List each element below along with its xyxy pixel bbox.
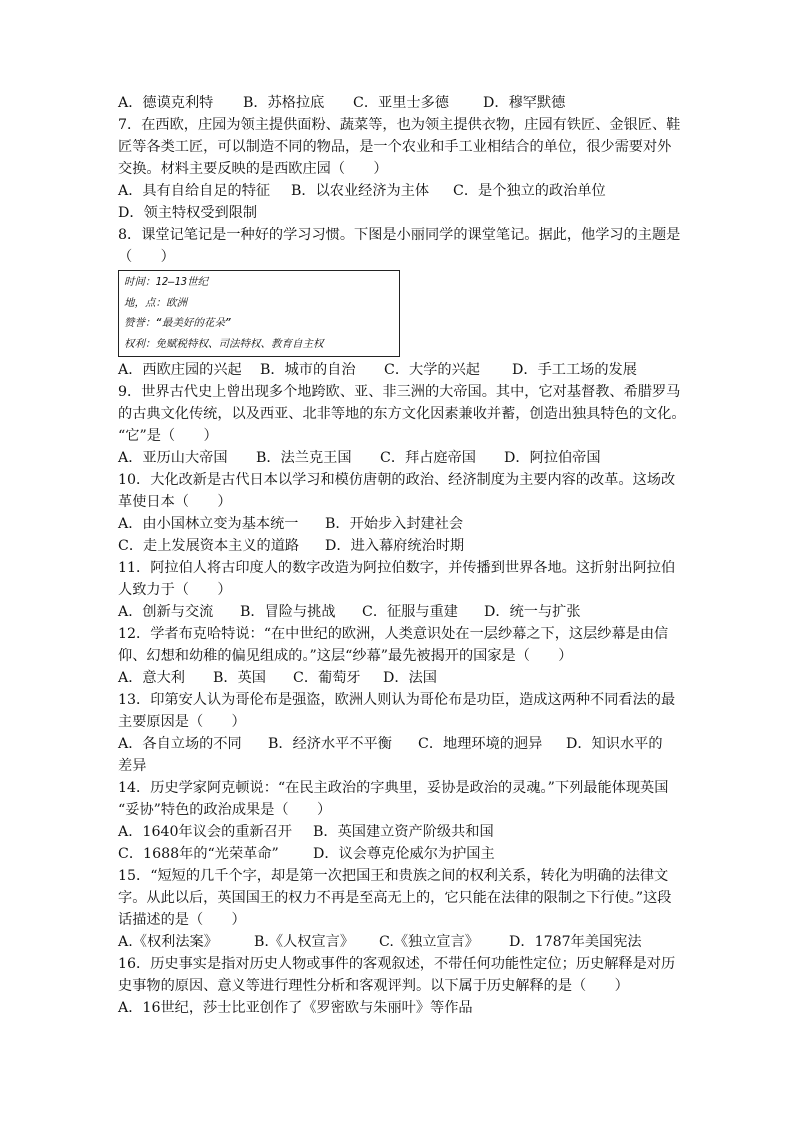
q14-options xyxy=(118,843,680,865)
option-a[interactable]: A．各自立场的不同 xyxy=(118,736,242,752)
question-text: 8．课堂记笔记是一种好的学习习惯。下图是小丽同学的课堂笔记。据此，他学习的主题是 xyxy=(118,227,681,243)
option-a[interactable]: A.《权利法案》 xyxy=(118,934,218,950)
option-b[interactable]: B．冒险与挑战 xyxy=(240,604,336,620)
option-a[interactable]: A．具有自给自足的特征 xyxy=(118,183,271,199)
option-b[interactable]: B．英国 xyxy=(213,670,266,686)
option-d[interactable]: D．统一与扩张 xyxy=(484,604,581,620)
option-a[interactable]: A．德谟克利特 xyxy=(118,95,214,111)
q6-options xyxy=(118,92,680,114)
q11-options xyxy=(118,601,680,623)
question-text: 16．历史事实是指对历史人物或事件的客观叙述，不带任何功能性定位；历史解释是对历 xyxy=(118,956,676,972)
option-d[interactable]: D．法国 xyxy=(383,670,437,686)
question-text: 15．“短短的几千个字，却是第一次把国王和贵族之间的权利关系，转化为明确的法律文 xyxy=(118,868,669,884)
option-b[interactable]: B．城市的自治 xyxy=(260,362,356,378)
note-rights: 权利：免赋税特权、司法特权、教育自主权 xyxy=(124,337,324,350)
question-text: 人致力于（ ） xyxy=(118,582,232,598)
option-c[interactable]: C．地理环境的迥异 xyxy=(418,736,543,752)
q13-options xyxy=(118,733,680,755)
option-b[interactable]: B．法兰克王国 xyxy=(256,450,352,466)
option-d[interactable]: D．阿拉伯帝国 xyxy=(504,450,601,466)
option-a[interactable]: A．西欧庄园的兴起 xyxy=(118,362,242,378)
question-text: 12．学者布克哈特说：“在中世纪的欧洲，人类意识处在一层纱幕之下，这层纱幕是由信 xyxy=(118,626,669,642)
option-c[interactable]: C．大学的兴起 xyxy=(384,362,480,378)
q16-options xyxy=(118,997,680,1019)
option-a[interactable]: A．由小国林立变为基本统一 xyxy=(118,516,299,532)
class-note-box xyxy=(118,270,400,357)
q14-options xyxy=(118,821,680,843)
exam-page xyxy=(118,92,686,1019)
question-text: 7．在西欧，庄园为领主提供面粉、蔬菜等，也为领主提供衣物，庄园有铁匠、金银匠、鞋 xyxy=(118,117,681,133)
question-text: 话描述的是（ ） xyxy=(118,912,246,928)
option-b[interactable]: B．以农业经济为主体 xyxy=(291,183,430,199)
option-d[interactable]: D．手工工场的发展 xyxy=(512,362,637,378)
option-c[interactable]: C．拜占庭帝国 xyxy=(380,450,476,466)
question-text: 革使日本（ ） xyxy=(118,494,232,510)
question-text: （ ） xyxy=(118,249,175,265)
question-text: 仰、幻想和幼稚的偏见组成的。”这层“纱幕”最先被揭开的国家是（ ） xyxy=(118,648,573,664)
q8-options xyxy=(118,359,680,381)
question-text: 13．印第安人认为哥伦布是强盗，欧洲人则认为哥伦布是功臣，造成这两种不同看法的最 xyxy=(118,692,676,708)
option-a[interactable]: A．创新与交流 xyxy=(118,604,214,620)
option-c[interactable]: C．葡萄牙 xyxy=(293,670,361,686)
option-d[interactable]: D．进入幕府统治时期 xyxy=(325,538,465,554)
option-c[interactable]: C．征服与重建 xyxy=(362,604,458,620)
note-praise: 赞誉：“最美好的花朵” xyxy=(124,317,232,329)
option-c[interactable]: C．1688年的“光荣革命” xyxy=(118,846,279,862)
q10-options xyxy=(118,535,680,557)
option-d[interactable]: D．议会尊克伦威尔为护国主 xyxy=(313,846,495,862)
option-a[interactable]: A．16世纪，莎士比亚创作了《罗密欧与朱丽叶》等作品 xyxy=(118,1000,473,1016)
question-text: 主要原因是（ ） xyxy=(118,714,246,730)
option-b[interactable]: B．苏格拉底 xyxy=(243,95,325,111)
option-b[interactable]: B.《人权宣言》 xyxy=(254,934,355,950)
option-b[interactable]: B．英国建立资产阶级共和国 xyxy=(313,824,494,840)
option-c[interactable]: C.《独立宣言》 xyxy=(379,934,479,950)
option-c[interactable]: C．亚里士多德 xyxy=(353,95,449,111)
option-b[interactable]: B．开始步入封建社会 xyxy=(325,516,464,532)
option-a[interactable]: A．1640年议会的重新召开 xyxy=(118,824,293,840)
option-d[interactable]: D．领主特权受到限制 xyxy=(118,205,258,221)
q7-options xyxy=(118,202,680,224)
note-time: 时间：12—13世纪 xyxy=(124,276,209,288)
option-a[interactable]: A．亚历山大帝国 xyxy=(118,450,228,466)
option-a[interactable]: A．意大利 xyxy=(118,670,185,686)
question-text: “它”是（ ） xyxy=(118,428,218,444)
question-text: “妥协”特色的政治成果是（ ） xyxy=(118,802,332,818)
option-d[interactable]: D．1787年美国宪法 xyxy=(509,934,642,950)
question-text: 9．世界古代史上曾出现多个地跨欧、亚、非三洲的大帝国。其中，它对基督教、希腊罗马 xyxy=(118,384,681,400)
option-d-continued: 差异 xyxy=(118,758,147,774)
option-b[interactable]: B．经济水平不平衡 xyxy=(268,736,392,752)
option-d[interactable]: D．知识水平的 xyxy=(566,736,663,752)
question-text: 史事物的原因、意义等进行理性分析和客观评判。以下属于历史解释的是（ ） xyxy=(118,978,629,994)
question-text: 14．历史学家阿克顿说：“在民主政治的字典里，妥协是政治的灵魂。”下列最能体现英国 xyxy=(118,780,669,796)
q15-options xyxy=(118,931,680,953)
question-text: 的古典文化传统，以及西亚、北非等地的东方文化因素兼收并蓄，创造出独具特色的文化。 xyxy=(118,406,686,422)
question-text: 字。从此以后，英国国王的权力不再是至高无上的，它只能在法律的限制之下行使。”这段 xyxy=(118,890,672,906)
option-d[interactable]: D．穆罕默德 xyxy=(483,95,566,111)
q12-options xyxy=(118,667,680,689)
question-text: 10．大化改新是古代日本以学习和模仿唐朝的政治、经济制度为主要内容的改革。这场改 xyxy=(118,472,676,488)
question-text: 交换。材料主要反映的是西欧庄园（ ） xyxy=(118,161,388,177)
question-text: 匠等各类工匠，可以制造不同的物品，是一个农业和手工业相结合的单位，很少需要对外 xyxy=(118,139,672,155)
q9-options xyxy=(118,447,680,469)
question-text: 11．阿拉伯人将古印度人的数字改造为阿拉伯数字，并传播到世界各地。这折射出阿拉伯 xyxy=(118,560,676,576)
q7-options xyxy=(118,180,680,202)
option-c[interactable]: C．是个独立的政治单位 xyxy=(453,183,606,199)
note-place: 地，点：欧洲 xyxy=(124,296,187,309)
q10-options xyxy=(118,513,680,535)
option-c[interactable]: C．走上发展资本主义的道路 xyxy=(118,538,300,554)
